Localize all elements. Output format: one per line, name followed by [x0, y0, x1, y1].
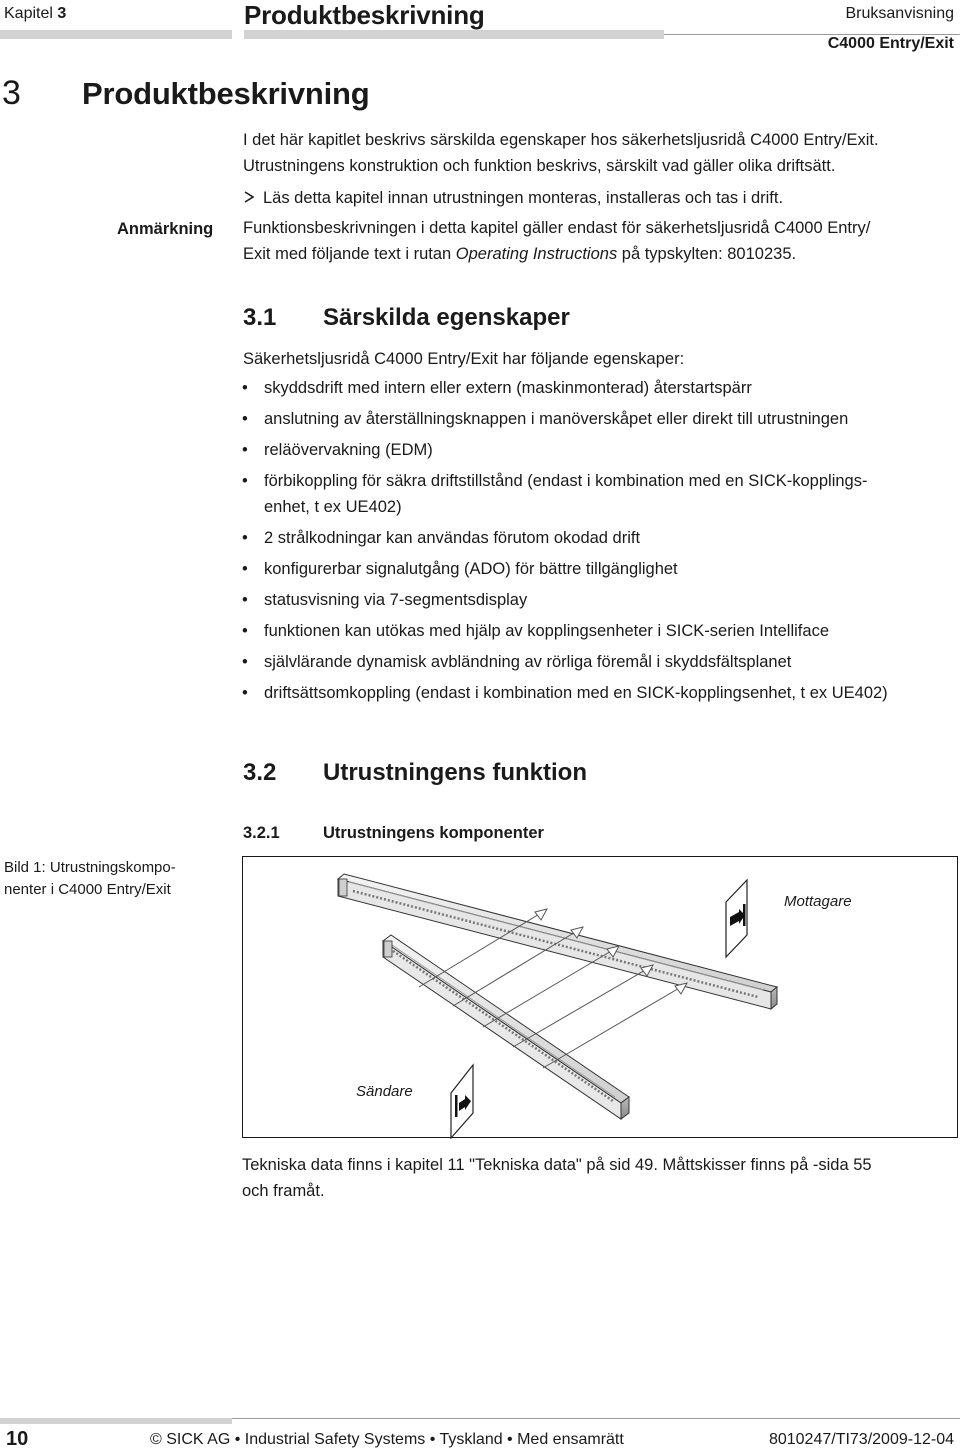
note-line-1: Funktionsbeskrivningen i detta kapitel gäller endast för säkerhetsljusridå C4000 Entry/: [243, 219, 871, 237]
light-curtain-illustration: [243, 857, 959, 1139]
list-item: • 2 strålkodningar kan användas förutom okodad drift: [242, 525, 942, 551]
footer-bar: [0, 1418, 232, 1424]
header-product: C4000 Entry/Exit: [827, 35, 954, 52]
header-rule-left: [0, 30, 232, 39]
list-item: • reläövervakning (EDM): [242, 437, 942, 463]
chapter-title: Produktbeskrivning: [82, 76, 370, 111]
list-item: • skyddsdrift med intern eller extern (maskinmonterad) återstartspärr: [242, 375, 942, 401]
section-3-1-number: 3.1: [243, 304, 277, 331]
label-receiver: Mottagare: [784, 893, 852, 910]
section-3-2-heading: [243, 759, 587, 787]
note-line-2-pre: Exit med följande text i rutan: [243, 245, 456, 263]
figure-caption: [4, 857, 204, 901]
header-rule-mid: [244, 30, 664, 39]
list-item: [242, 468, 942, 494]
list-item: • driftsättsomkoppling (endast i kombination med en SICK-kopplingsenhet, t ex UE402): [242, 680, 942, 706]
header-chapter: [4, 5, 66, 23]
receiver-bar: [338, 874, 777, 1009]
section-3-2-1-number: 3.2.1: [243, 824, 280, 842]
after-figure-line-2: och framåt.: [242, 1182, 325, 1200]
note-label: Anmärkning: [117, 220, 214, 238]
section-3-2-1-heading: [243, 824, 544, 843]
receiver-symbol-icon: [726, 880, 747, 957]
instruction-text: Läs detta kapitel innan utrustningen monteras, installeras och tas i drift.: [263, 189, 784, 207]
figure-caption-line-2: nenter i C4000 Entry/Exit: [4, 881, 171, 898]
section-3-1-heading: [243, 304, 570, 332]
note-line-2: [243, 241, 796, 267]
sender-symbol-icon: [451, 1065, 473, 1138]
chapter-number: 3: [2, 74, 21, 112]
arrow-right-icon: [243, 185, 263, 211]
header-chapter-number: 3: [57, 5, 67, 22]
intro-line-1: I det här kapitlet beskrivs särskilda egenskaper hos säkerhetsljusridå C4000 Entry/Exit.: [243, 131, 879, 149]
list-item-continuation: enhet, t ex UE402): [264, 498, 402, 516]
header-title: Produktbeskrivning: [244, 0, 485, 30]
list-item: • funktionen kan utökas med hjälp av kopplingsenheter i SICK-serien Intelliface: [242, 618, 942, 644]
list-item: • konfigurerbar signalutgång (ADO) för bättre tillgänglighet: [242, 556, 942, 582]
section-3-1-title: Särskilda egenskaper: [323, 304, 570, 331]
intro-instruction: [243, 185, 783, 211]
footer-doc-code: 8010247/TI73/2009-12-04: [768, 1431, 954, 1448]
list-item-text: förbikoppling för säkra driftstillstånd (endast i kombination med en SICK-kopplings-: [264, 472, 868, 490]
header-doc-type: Bruksanvisning: [845, 5, 954, 22]
figure-caption-line-1: Bild 1: Utrustningskompo-: [4, 859, 176, 876]
note-line-2-post: på typskylten: 8010235.: [617, 245, 797, 263]
feature-list: [242, 375, 942, 711]
section-3-2-number: 3.2: [243, 759, 277, 786]
list-item: • självlärande dynamisk avbländning av rörliga föremål i skyddsfältsplanet: [242, 649, 942, 675]
list-item: • anslutning av återställningsknappen i manöverskåpet eller direkt till utrustningen: [242, 406, 942, 432]
page-number: 10: [6, 1428, 29, 1450]
section-3-2-1-title: Utrustningens komponenter: [323, 824, 544, 842]
section-3-1-lead: Säkerhetsljusridå C4000 Entry/Exit har följande egenskaper:: [243, 350, 685, 368]
footer-copyright: © SICK AG • Industrial Safety Systems • Tyskland • Med ensamrätt: [150, 1431, 624, 1448]
note-line-2-emphasis: Operating Instructions: [455, 245, 618, 263]
list-item: • statusvisning via 7-segmentsdisplay: [242, 587, 942, 613]
header-chapter-label: Kapitel: [4, 5, 53, 22]
figure-components: [242, 856, 958, 1138]
label-sender: Sändare: [356, 1083, 413, 1100]
section-3-2-title: Utrustningens funktion: [323, 759, 587, 786]
after-figure-line-1: Tekniska data finns i kapitel 11 "Tekniska data" på sid 49. Måttskisser finns på -sida 55: [242, 1156, 872, 1174]
intro-line-2: Utrustningens konstruktion och funktion beskrivs, särskilt vad gäller olika driftsätt.: [243, 157, 836, 175]
